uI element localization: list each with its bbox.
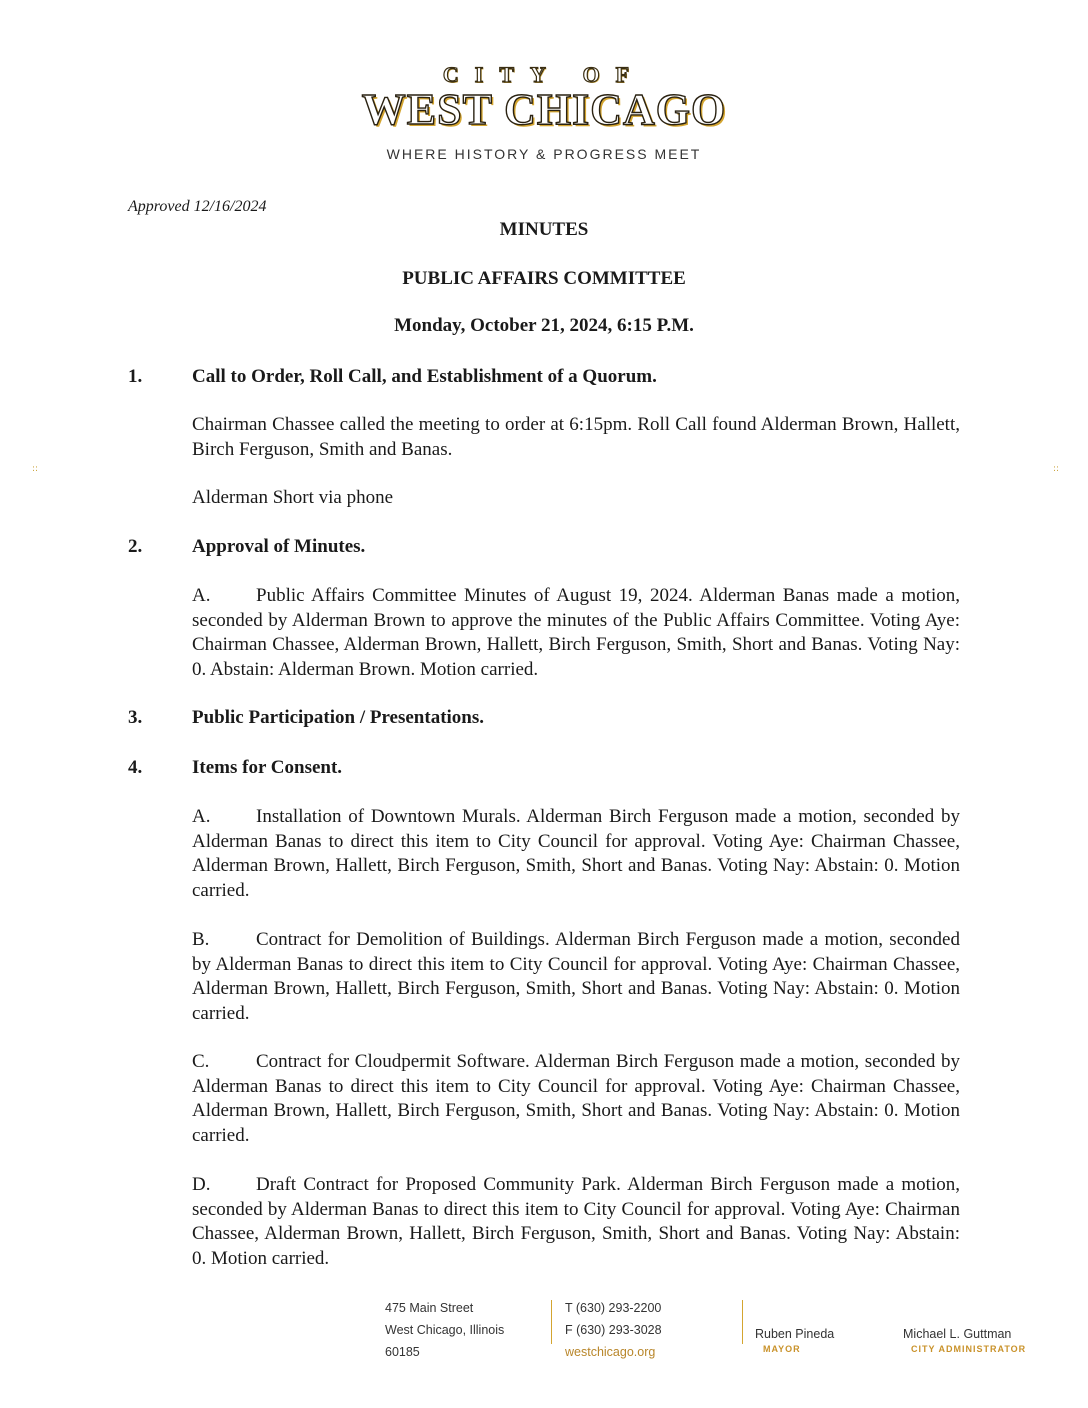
item-label: D. <box>192 1174 211 1195</box>
section-number: 2. <box>128 536 143 557</box>
administrator-name: Michael L. Guttman <box>903 1327 1012 1341</box>
letterhead-city-name: WEST CHICAGO <box>361 85 727 134</box>
item-text: Draft Contract for Proposed Community Park. Alderman Birch Ferguson made a motion, seconded by Alderman Banas to direct this item to City Council for approval. Voting Aye: Chairman Chassee, Alderman Brown, Hallett, Birch Ferguson, Smith, Short and Banas. Voting Nay: Abstain: 0. Motion carried. <box>192 1174 960 1269</box>
consent-item-d <box>192 1173 960 1271</box>
doc-title: MINUTES <box>499 219 589 240</box>
margin-mark-right: :: <box>1053 464 1060 474</box>
section-number: 4. <box>128 757 143 778</box>
footer-contact <box>565 1297 662 1363</box>
address-street: 475 Main Street <box>385 1301 474 1315</box>
item-label: C. <box>192 1051 210 1072</box>
footer-administrator <box>903 1326 1026 1356</box>
footer-divider <box>551 1300 552 1344</box>
item-text: Contract for Demolition of Buildings. Alderman Birch Ferguson made a motion, seconded by Alderman Banas to direct this item to City Council for approval. Voting Aye: Chairman Chassee, Alderman Brown, Hallett, Birch Ferguson, Smith, Short and Banas. Voting Nay: Abstain: 0. Motion carried. <box>192 929 960 1024</box>
section-heading: Public Participation / Presentations. <box>192 707 485 728</box>
item-label: A. <box>192 585 211 606</box>
mayor-title: MAYOR <box>763 1344 801 1354</box>
footer-mayor <box>755 1326 834 1356</box>
website-link[interactable]: westchicago.org <box>565 1345 656 1359</box>
fax-number: F (630) 293-3028 <box>565 1323 662 1337</box>
phone-number: T (630) 293-2200 <box>565 1301 662 1315</box>
footer-divider <box>742 1300 743 1344</box>
mayor-name: Ruben Pineda <box>755 1327 835 1341</box>
section2-item-a <box>192 584 960 682</box>
item-text: Installation of Downtown Murals. Alderman Birch Ferguson made a motion, seconded by Alderman Banas to direct this item to City Council for approval. Voting Aye: Chairman Chassee, Alderman Brown, Hallett, Birch Ferguson, Smith, Short and Banas. Voting Nay: Abstain: 0. Motion carried. <box>192 806 960 901</box>
section-heading: Approval of Minutes. <box>192 536 366 557</box>
meeting-datetime: Monday, October 21, 2024, 6:15 P.M. <box>394 315 694 336</box>
item-label: A. <box>192 806 211 827</box>
letterhead-city-of: CITY OF <box>442 62 646 87</box>
section-heading: Items for Consent. <box>192 757 343 778</box>
footer-address <box>385 1297 504 1363</box>
approval-stamp: Approved 12/16/2024 <box>128 198 267 215</box>
address-zip: 60185 <box>385 1345 420 1359</box>
section-number: 3. <box>128 707 143 728</box>
address-city: West Chicago, Illinois <box>385 1323 505 1337</box>
administrator-title: CITY ADMINISTRATOR <box>911 1344 1027 1354</box>
item-text: Public Affairs Committee Minutes of August 19, 2024. Alderman Banas made a motion, seconded by Alderman Brown to approve the minutes of the Public Affairs Committee. Voting Aye: Chairman Chassee, Alderman Brown, Hallett, Birch Ferguson, Smith, Short and Banas. Voting Nay: 0. Abstain: Alderman Brown. Motion carried. <box>192 585 960 680</box>
item-text: Contract for Cloudpermit Software. Alderman Birch Ferguson made a motion, seconded by Alderman Banas to direct this item to City Council for approval. Voting Aye: Chairman Chassee, Alderman Brown, Hallett, Birch Ferguson, Smith, Short and Banas. Voting Nay: Abstain: 0. Motion carried. <box>192 1051 960 1146</box>
section-heading: Call to Order, Roll Call, and Establishment of a Quorum. <box>192 366 657 387</box>
consent-item-c <box>192 1050 960 1148</box>
committee-title: PUBLIC AFFAIRS COMMITTEE <box>402 268 686 289</box>
letterhead-tagline: WHERE HISTORY & PROGRESS MEET <box>386 146 702 162</box>
consent-item-b <box>192 928 960 1026</box>
section1-roll-call: Chairman Chassee called the meeting to order at 6:15pm. Roll Call found Alderman Brown, Hallett, Birch Ferguson, Smith and Banas. <box>192 414 960 460</box>
section-number: 1. <box>128 366 143 387</box>
section1-remote-attendance: Alderman Short via phone <box>192 487 394 508</box>
consent-item-a <box>192 805 960 903</box>
margin-mark-left: :: <box>32 464 39 474</box>
item-label: B. <box>192 929 210 950</box>
